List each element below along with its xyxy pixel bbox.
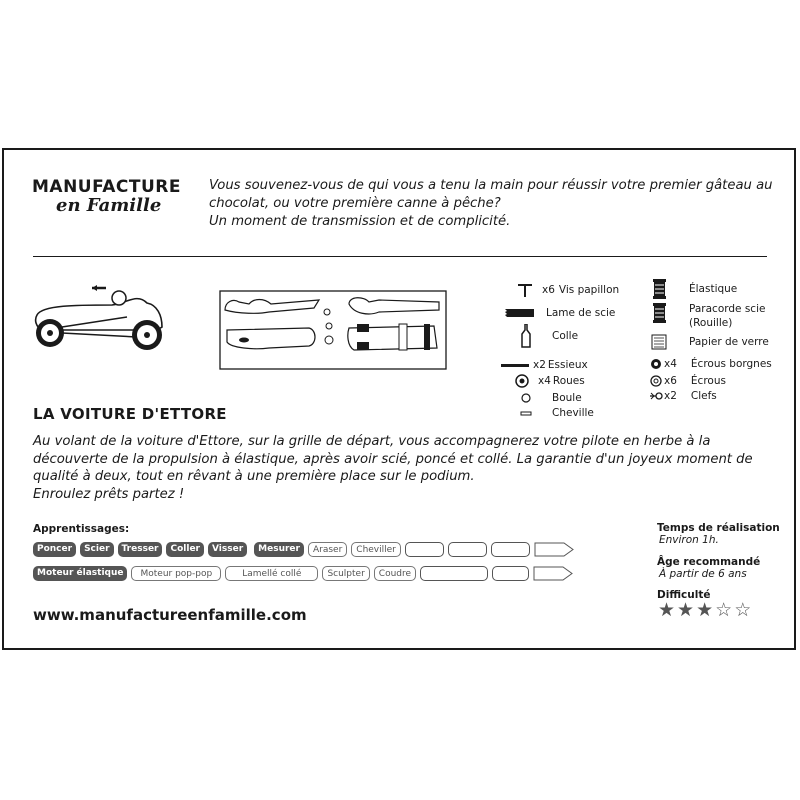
difficulty-info: Difficulté (657, 589, 711, 601)
empty-skill-tag (492, 566, 529, 581)
skills-row-1 (33, 542, 574, 557)
logo-line1: MANUFACTURE (32, 177, 182, 197)
part-wing-screw: x6 Vis papillon (516, 282, 619, 298)
wood-pieces-diagram (219, 290, 447, 370)
part-axle: x2 Essieux (501, 357, 588, 373)
skill-tag: Visser (208, 542, 247, 557)
star-filled-icon: ★ (658, 599, 676, 621)
skill-tag: Araser (308, 542, 347, 557)
skill-tag: Sculpter (322, 566, 369, 581)
empty-skill-tag (405, 542, 444, 557)
key-icon (649, 388, 663, 404)
intro-line3: Un moment de transmission et de complicité. (209, 214, 511, 229)
arrow-tag-icon (533, 566, 573, 581)
time-info: Temps de réalisation Environ 1h. (657, 522, 780, 546)
star-empty-icon: ☆ (715, 599, 733, 621)
website-link[interactable]: www.manufactureenfamille.com (33, 606, 307, 624)
part-saw-blade: Lame de scie (504, 305, 615, 321)
skill-tag: Scier (80, 542, 113, 557)
description-line2: découverte de la propulsion à élastique, après avoir scié, poncé et collé. La garantie d'un joyeux moment de (33, 451, 753, 467)
star-filled-icon: ★ (696, 599, 714, 621)
cap-nut-icon (649, 356, 663, 372)
paracord-spool-icon (649, 302, 671, 324)
nut-icon (649, 373, 663, 389)
skill-tag: Moteur élastique (33, 566, 127, 581)
skill-tag: Cheviller (351, 542, 401, 557)
glue-bottle-icon (516, 324, 538, 348)
skill-tag: Mesurer (254, 542, 304, 557)
skill-tag: Moteur pop-pop (131, 566, 221, 581)
product-title: LA VOITURE D'ETTORE (33, 405, 227, 423)
skill-tag: Coudre (374, 566, 416, 581)
part-cap-nut: x4 Écrous borgnes (649, 356, 772, 372)
part-wheel: x4 Roues (512, 373, 585, 389)
dowel-icon (516, 405, 538, 421)
intro-line2: chocolat, ou votre première canne à pêche? (209, 196, 501, 211)
product-description (33, 433, 769, 503)
part-nut: x6 Écrous (649, 373, 726, 389)
part-dowel: Cheville (516, 405, 594, 421)
product-card (2, 148, 796, 650)
race-car-illustration (22, 275, 172, 355)
empty-skill-tag (420, 566, 488, 581)
logo-line2: en Famille (56, 195, 162, 216)
difficulty-rating (658, 601, 751, 620)
description-line1: Au volant de la voiture d'Ettore, sur la grille de départ, vous accompagnerez votre pilote en herbe à la (33, 434, 711, 449)
saw-blade-icon (504, 305, 536, 321)
arrow-tag-icon (534, 542, 574, 557)
elastic-spool-icon (649, 278, 671, 300)
skill-tag: Poncer (33, 542, 76, 557)
skills-label: Apprentissages: (33, 523, 130, 535)
brand-logo (32, 178, 187, 216)
skills-row-2 (33, 566, 573, 581)
part-paracord: Paracorde scie (Rouille) (649, 302, 765, 330)
age-info: Âge recommandé À partir de 6 ans (657, 556, 761, 580)
part-elastic: Élastique (649, 278, 737, 300)
skill-tag: Lamellé collé (225, 566, 318, 581)
star-empty-icon: ☆ (734, 599, 752, 621)
ball-icon (516, 390, 538, 406)
description-line4: Enroulez prêts partez ! (33, 486, 185, 502)
wing-screw-icon (516, 282, 538, 298)
intro-line1: Vous souvenez-vous de qui vous a tenu la main pour réussir votre premier gâteau au (209, 178, 773, 193)
description-line3: qualité à deux, tout en rêvant à une première place sur le podium. (33, 469, 475, 484)
empty-skill-tag (448, 542, 487, 557)
divider (33, 256, 767, 257)
sandpaper-icon (649, 334, 671, 350)
skill-tag: Coller (166, 542, 204, 557)
skill-tag: Tresser (118, 542, 163, 557)
intro-text (209, 177, 774, 231)
axle-icon (501, 357, 529, 373)
star-filled-icon: ★ (677, 599, 695, 621)
part-key: x2 Clefs (649, 388, 717, 404)
empty-skill-tag (491, 542, 530, 557)
part-ball: Boule (516, 390, 582, 406)
part-sandpaper: Papier de verre (649, 334, 769, 350)
wheel-icon (512, 373, 534, 389)
part-glue: Colle (516, 324, 578, 348)
